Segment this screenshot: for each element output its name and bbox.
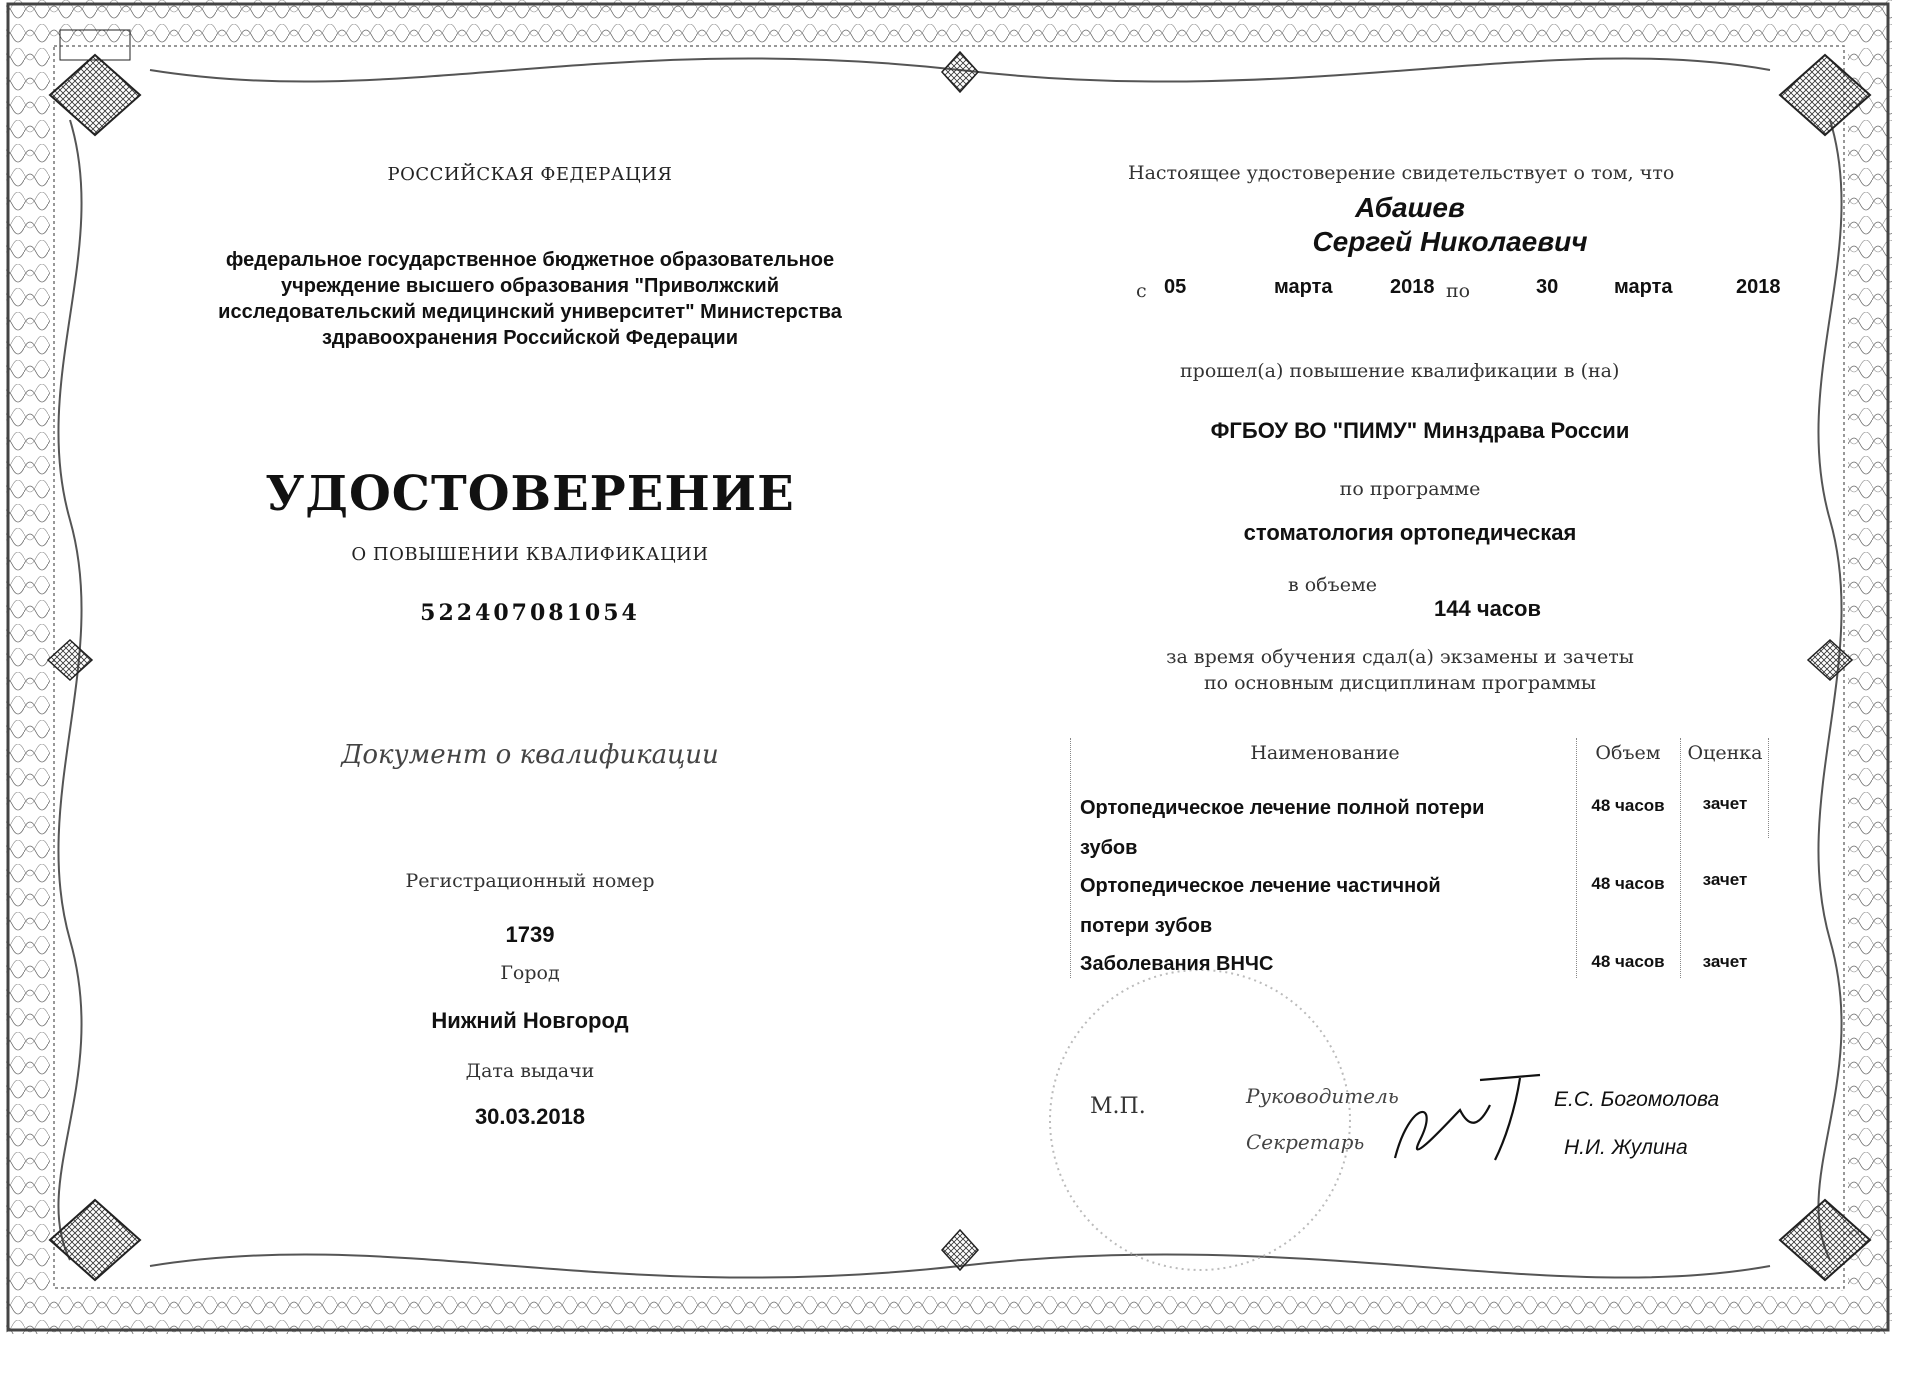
period-to-month: марта xyxy=(1614,276,1673,298)
subject-name: Ортопедическое лечение полной потери xyxy=(1080,797,1485,819)
document-title: УДОСТОВЕРЕНИЕ xyxy=(265,466,795,522)
subject-grade: зачет xyxy=(1702,794,1748,813)
program-name: стоматология ортопедическая xyxy=(1243,520,1577,545)
volume-label: в объеме xyxy=(1288,574,1377,596)
document-number: 522407081054 xyxy=(420,600,640,626)
exams-line-1: за время обучения сдал(а) экзамены и зачеты xyxy=(1166,646,1634,668)
subject-hours: 48 часов xyxy=(1591,796,1665,815)
exams-line-2: по основным дисциплинам программы xyxy=(1203,672,1597,694)
period-from-year: 2018 xyxy=(1390,276,1435,298)
secretary-name: Н.И. Жулина xyxy=(1564,1136,1688,1159)
registration-number: 1739 xyxy=(505,922,555,947)
subject-name-cont: зубов xyxy=(1080,837,1138,859)
stamp-impression xyxy=(1050,970,1350,1270)
table-row xyxy=(1080,788,1484,868)
period-to-year: 2018 xyxy=(1736,276,1781,298)
passed-text: прошел(а) повышение квалификации в (на) xyxy=(1180,360,1620,382)
period-from-day: 05 xyxy=(1164,276,1187,298)
subject-grade: зачет xyxy=(1702,870,1748,889)
program-label: по программе xyxy=(1339,478,1481,500)
secretary-label: Секретарь xyxy=(1246,1130,1365,1154)
holder-surname: Абашев xyxy=(1355,192,1465,223)
city-value: Нижний Новгород xyxy=(431,1008,629,1033)
header-name: Наименование xyxy=(1250,742,1400,764)
issue-date-label: Дата выдачи xyxy=(465,1060,595,1082)
table-row xyxy=(1080,944,1273,984)
period-to-day: 30 xyxy=(1536,276,1559,298)
period-from-month: марта xyxy=(1274,276,1333,298)
institution-line: учреждение высшего образования "Приволжский xyxy=(280,275,780,297)
subject-grade: зачет xyxy=(1702,952,1748,971)
country-name: РОССИЙСКАЯ ФЕДЕРАЦИЯ xyxy=(387,164,673,185)
document-type: Документ о квалификации xyxy=(341,740,719,770)
signature-scribble xyxy=(1395,1075,1540,1160)
header-hours: Объем xyxy=(1595,742,1661,764)
organization-name: ФГБОУ ВО "ПИМУ" Минздрава России xyxy=(1210,418,1630,443)
registration-label: Регистрационный номер xyxy=(405,870,655,892)
head-name: Е.С. Богомолова xyxy=(1554,1088,1720,1111)
holder-name: Сергей Николаевич xyxy=(1312,226,1588,257)
subjects-table xyxy=(1070,730,1770,990)
city-label: Город xyxy=(500,962,560,984)
institution-line: федеральное государственное бюджетное образовательное xyxy=(225,249,835,271)
subject-hours: 48 часов xyxy=(1591,874,1665,893)
subject-hours: 48 часов xyxy=(1591,952,1665,971)
volume-value: 144 часов xyxy=(1434,596,1542,621)
issue-date: 30.03.2018 xyxy=(474,1104,586,1129)
institution-line: здравоохранения Российской Федерации xyxy=(321,327,738,349)
header-grade: Оценка xyxy=(1687,742,1763,764)
table-row xyxy=(1080,866,1441,946)
institution-line: исследовательский медицинский университет" Министерства xyxy=(218,301,842,323)
document-subtitle: О ПОВЫШЕНИИ КВАЛИФИКАЦИИ xyxy=(351,544,709,565)
stamp-label: М.П. xyxy=(1090,1094,1146,1119)
subject-name: Заболевания ВНЧС xyxy=(1080,953,1274,975)
certificate-intro: Настоящее удостоверение свидетельствует о том, что xyxy=(1128,162,1675,184)
head-label: Руководитель xyxy=(1246,1084,1399,1108)
subject-name-cont: потери зубов xyxy=(1080,915,1213,937)
period-from-prefix: с xyxy=(1136,280,1147,302)
corner-ornament-bl xyxy=(50,1200,140,1280)
institution-name xyxy=(200,247,860,351)
subject-name: Ортопедическое лечение частичной xyxy=(1080,875,1441,897)
period-to-prefix: по xyxy=(1446,280,1471,302)
